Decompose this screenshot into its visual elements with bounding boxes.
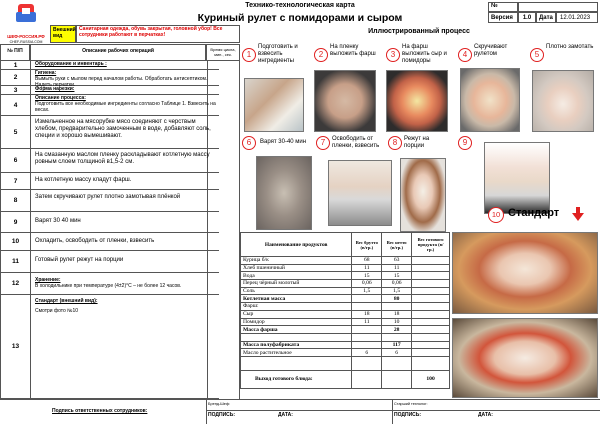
senior-date-label: ДАТА: — [478, 412, 493, 418]
table-row — [241, 326, 450, 334]
operation-row: 1 Оборудование и инвентарь : — [1, 61, 219, 70]
weight-cell: 15 — [382, 272, 412, 280]
weight-cell: 18 — [382, 310, 412, 318]
ingredient-name-cell — [241, 356, 352, 370]
logo-subtext: CHEF-RUSSIA.COM — [9, 39, 43, 44]
weight-cell: 10 — [382, 318, 412, 326]
ingredient-name-cell: Выход готового блюда: — [241, 370, 352, 388]
chef-label: Бренд-Шеф: — [208, 402, 231, 406]
warning-text: Санитарная одежда, обувь закрытая, головной убор! Все сотрудники работают в перчатках! — [76, 25, 240, 43]
version-label: Версия — [488, 12, 518, 23]
weight-cell — [412, 356, 450, 370]
step-number: 2 — [314, 48, 328, 62]
weight-cell — [382, 303, 412, 311]
operation-row: 12 Хранение: В холодильнике при температуре (4±2)°С – не более 12 часов. — [1, 273, 219, 295]
weight-cell — [412, 272, 450, 280]
weight-cell — [352, 341, 382, 349]
weight-cell — [382, 370, 412, 388]
operation-row: 9 Варят 30 40 мин — [1, 212, 219, 233]
step-number: 9 — [458, 136, 472, 150]
weight-cell: 15 — [352, 272, 382, 280]
weight-cell — [352, 333, 382, 341]
step-photo — [400, 158, 446, 232]
number-label: № — [488, 2, 518, 12]
table-header-net: Вес нетто (в/гр.) — [382, 233, 412, 257]
weight-cell: 1,5 — [382, 287, 412, 295]
weight-cell: 100 — [412, 370, 450, 388]
ingredient-name-cell: Соль — [241, 287, 352, 295]
table-row — [241, 333, 450, 341]
table-row — [241, 264, 450, 272]
steps-row-2 — [240, 136, 598, 228]
number-value — [518, 2, 598, 12]
weight-cell: 1,5 — [352, 287, 382, 295]
weight-cell — [352, 295, 382, 303]
standard-photo — [452, 318, 598, 398]
step-label: Подготовить и взвесить ингредиенты — [258, 44, 298, 64]
step-label: На пленку выложить фарш — [330, 44, 376, 57]
senior-technologist-label: Старший технолог: — [394, 402, 428, 406]
step-number: 1 — [242, 48, 256, 62]
company-logo — [4, 2, 48, 44]
standard-photo — [452, 232, 598, 314]
step-photo — [328, 160, 392, 226]
ingredient-name-cell: Курица б/к — [241, 257, 352, 265]
table-header-name: Наименование продуктов — [241, 233, 352, 257]
table-row — [241, 287, 450, 295]
responsible-label: Подпись ответственных сотрудников: — [52, 408, 148, 414]
weight-cell: 0,06 — [352, 280, 382, 288]
step-label: Освободить от пленки, взвесить — [332, 136, 380, 149]
weight-cell: 18 — [352, 310, 382, 318]
ingredient-name-cell: Масса фарша — [241, 326, 352, 334]
table-header-gross: Вес брутто (в/гр.) — [352, 233, 382, 257]
steps-row-1 — [240, 44, 598, 136]
weight-cell — [412, 326, 450, 334]
step-label: Варят 30-40 мин — [260, 139, 307, 145]
table-row — [241, 272, 450, 280]
date-value: 12.01.2023 — [556, 12, 598, 23]
weight-cell: 28 — [382, 326, 412, 334]
weight-cell — [352, 370, 382, 388]
step-photo — [460, 68, 520, 132]
operation-row: 10 Охладить, освободить от пленки, взвесить — [1, 233, 219, 251]
ingredient-name-cell: Масло растительное — [241, 349, 352, 357]
page-title: Куриный рулет с помидорами и сыром — [197, 12, 403, 24]
weight-cell — [352, 303, 382, 311]
weight-cell: 80 — [382, 295, 412, 303]
operation-row: 5 Измельченное на мясорубке мясо соединяют с черствым хлебом, предварительно замоченным в воде, добавляют соль, специи и хорошо вымешивают. — [1, 116, 219, 149]
weight-cell: 6 — [382, 349, 412, 357]
signature-footer — [0, 399, 600, 424]
step-photo — [314, 70, 376, 132]
ingredient-name-cell: Сыр — [241, 310, 352, 318]
col-description: Описание рабочих операций — [30, 44, 206, 61]
step-label: Плотно замотать — [546, 44, 594, 50]
step-number: 5 — [530, 48, 544, 62]
weight-cell — [412, 341, 450, 349]
weight-cell — [412, 280, 450, 288]
weight-cell — [412, 287, 450, 295]
ingredient-name-cell: Перец чёрный молотый — [241, 280, 352, 288]
step-label: Режут на порции — [404, 136, 430, 149]
senior-signature-label: ПОДПИСЬ: — [394, 412, 422, 418]
weight-cell — [352, 326, 382, 334]
operation-row: 4 Описание процесса: Подготовить все необходимые ингредиенты согласно Таблице 1. Взвесить на весах. — [1, 95, 219, 116]
table-row — [241, 349, 450, 357]
logo-text: ШЕФ-РОССИЯ.РФ — [7, 34, 45, 39]
table-body — [241, 257, 450, 389]
weight-cell — [382, 356, 412, 370]
table-row — [241, 257, 450, 265]
weight-cell — [412, 264, 450, 272]
weight-cell — [412, 349, 450, 357]
operation-row: 11 Готовый рулет режут на порции — [1, 251, 219, 273]
weight-cell: 0,06 — [382, 280, 412, 288]
weight-cell: 11 — [352, 318, 382, 326]
table-row — [241, 370, 450, 388]
version-value: 1.0 — [518, 12, 536, 23]
operation-row: 3 Форма нарезки: — [1, 86, 219, 95]
step-photo — [386, 70, 448, 132]
ingredients-table — [240, 232, 450, 389]
ingredient-name-cell: Масса полуфабриката — [241, 341, 352, 349]
step-number: 8 — [388, 136, 402, 150]
step-photo — [244, 78, 304, 132]
step-photo — [256, 156, 312, 230]
operation-row: 2 Гигиена: Вымыть руки с мылом перед началом работы. Обработать антисептиком. Надеть перчатки. — [1, 70, 219, 86]
logo-image — [4, 2, 48, 30]
ingredient-name-cell: Фарш: — [241, 303, 352, 311]
table-row — [241, 295, 450, 303]
table-row — [241, 310, 450, 318]
document-type: Технико-технологическая карта — [245, 2, 355, 9]
weight-cell — [382, 333, 412, 341]
weight-cell — [412, 333, 450, 341]
step-number: 4 — [458, 48, 472, 62]
step-number: 6 — [242, 136, 256, 150]
table-row — [241, 356, 450, 370]
table-row — [241, 318, 450, 326]
weight-cell: 63 — [382, 257, 412, 265]
standard-callout — [488, 204, 598, 224]
step-number: 3 — [386, 48, 400, 62]
step-photo — [532, 70, 594, 132]
step-number: 7 — [316, 136, 330, 150]
section-title-illustrated: Иллюстрированный процесс — [368, 28, 470, 35]
weight-cell: 11 — [352, 264, 382, 272]
step-label: На фарш выложить сыр и помидоры — [402, 44, 447, 64]
chef-date-label: ДАТА: — [278, 412, 293, 418]
operation-row: 13 Стандарт (внешний вид): Смотри фото №10 — [1, 295, 219, 399]
weight-cell — [412, 295, 450, 303]
appearance-label: Внешний вид — [50, 25, 76, 43]
table-row — [241, 341, 450, 349]
operation-row: 8 Затем скручивают рулет плотно замотывая плёнкой — [1, 190, 219, 212]
weight-cell — [412, 310, 450, 318]
standard-label: Стандарт — [508, 207, 560, 219]
ingredient-name-cell: Вода — [241, 272, 352, 280]
col-time: Время цикла, мин., сек. — [206, 44, 240, 61]
table-header-output: Вес готового продукта (в/гр.) — [412, 233, 450, 257]
weight-cell: 68 — [352, 257, 382, 265]
weight-cell — [352, 356, 382, 370]
ingredient-name-cell: Хлеб пшеничный — [241, 264, 352, 272]
col-num: № П/П — [0, 44, 30, 61]
operation-row: 6 На смазанную маслом пленку раскладывают котлетную массу ровным слоем толщиной в1,5-2 см. — [1, 149, 219, 173]
ingredient-name-cell: Котлетная масса — [241, 295, 352, 303]
table-row — [241, 303, 450, 311]
weight-cell: 117 — [382, 341, 412, 349]
weight-cell: 11 — [382, 264, 412, 272]
ingredient-name-cell: Помидор — [241, 318, 352, 326]
table-row — [241, 280, 450, 288]
operation-row: 7 На котлетную массу кладут фарш. — [1, 173, 219, 190]
step-label: Скручивают рулетом — [474, 44, 508, 57]
ingredient-name-cell — [241, 333, 352, 341]
chef-signature-label: ПОДПИСЬ: — [208, 412, 236, 418]
date-label: Дата — [536, 12, 556, 23]
weight-cell — [412, 303, 450, 311]
weight-cell: 6 — [352, 349, 382, 357]
operations-list — [0, 61, 240, 399]
arrow-down-icon — [572, 207, 584, 221]
weight-cell — [412, 257, 450, 265]
step-number: 10 — [488, 207, 504, 223]
weight-cell — [412, 318, 450, 326]
